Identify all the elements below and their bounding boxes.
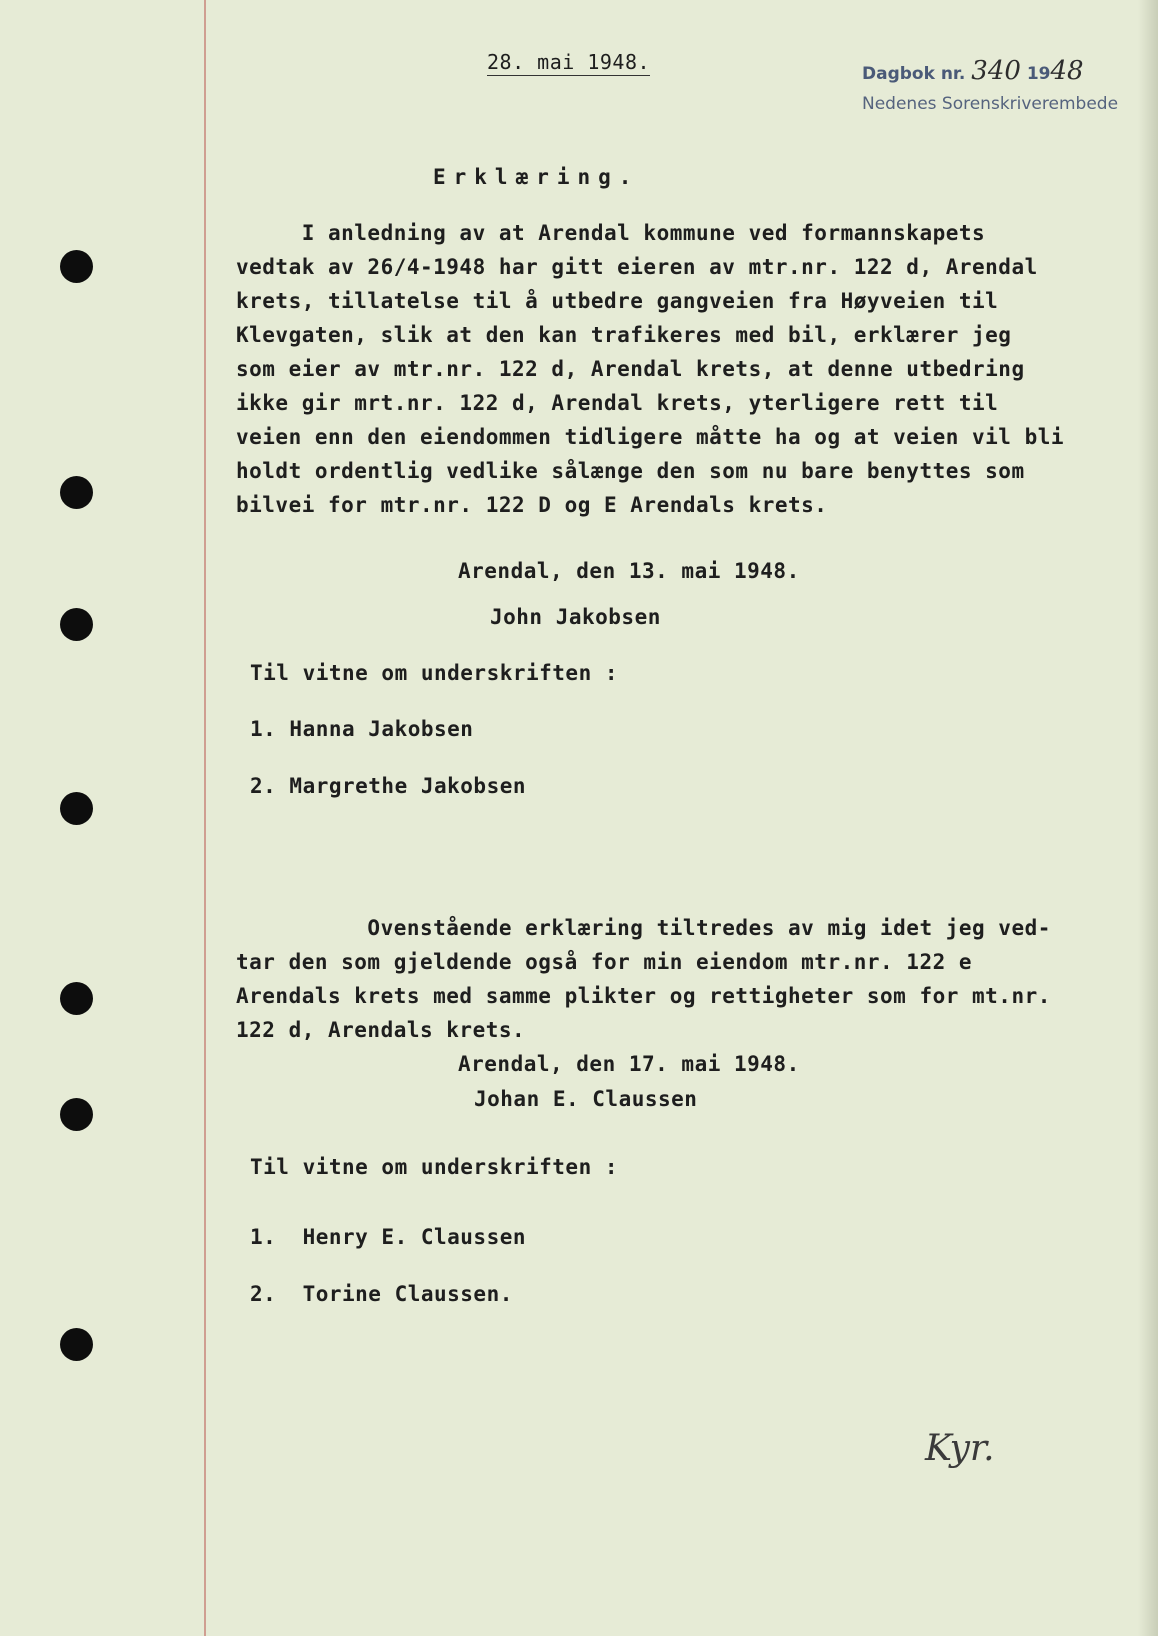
punch-hole [60,1328,93,1361]
witness-2-1: 1. Henry E. Claussen [250,1225,527,1249]
body2-line: Ovenstående erklæring tiltredes av mig idet jeg ved- [236,916,1051,940]
body-line: I anledning av at Arendal kommune ved formannskapets [236,221,986,245]
witness-1-1: 1. Hanna Jakobsen [250,717,474,741]
punch-hole [60,982,93,1015]
stamp-office: Nedenes Sorenskriverembede [862,94,1119,114]
witness-heading-2: Til vitne om underskriften : [250,1155,619,1179]
stamp-year-suffix: 48 [1050,56,1084,86]
punch-hole [60,250,93,283]
body2-line: Arendals krets med samme plikter og rettigheter som for mt.nr. [236,984,1051,1008]
place-date-1: Arendal, den 13. mai 1948. [458,559,800,583]
signer-1: John Jakobsen [490,605,661,629]
witness-heading-1: Til vitne om underskriften : [250,661,619,685]
body-line: krets, tillatelse til å utbedre gangveien fra Høyveien til [236,289,999,313]
body-line: Klevgaten, slik at den kan trafikeres med bil, erklærer jeg [236,323,1012,347]
stamp-number: 340 [971,56,1021,86]
punch-hole [60,476,93,509]
header-date: 28. mai 1948. [487,50,651,74]
body2-line: 122 d, Arendals krets. [236,1018,526,1042]
body-line: som eier av mtr.nr. 122 d, Arendal krets, at denne utbedring [236,357,1025,381]
place-date-2: Arendal, den 17. mai 1948. [458,1052,800,1076]
punch-hole [60,792,93,825]
body-line: holdt ordentlig vedlike sålænge den som nu bare benyttes som [236,459,1025,483]
body-line: veien enn den eiendommen tidligere måtte ha og at veien vil bli [236,425,1065,449]
stamp-year-prefix: 19 [1026,64,1051,84]
witness-1-2: 2. Margrethe Jakobsen [250,774,527,798]
body2-line: tar den som gjeldende også for min eiendom mtr.nr. 122 e [236,950,973,974]
body-line: ikke gir mrt.nr. 122 d, Arendal krets, yterligere rett til [236,391,999,415]
punch-hole [60,608,93,641]
signer-2: Johan E. Claussen [474,1087,698,1111]
body-line: vedtak av 26/4-1948 har gitt eieren av mtr.nr. 122 d, Arendal [236,255,1038,279]
witness-2-2: 2. Torine Claussen. [250,1282,513,1306]
registry-stamp [862,56,1118,119]
stamp-label: Dagbok nr. [862,64,966,84]
margin-line [204,0,206,1636]
document-title: Erklæring. [433,165,640,189]
handwritten-initials: Kyr. [925,1428,995,1469]
page-edge-shadow [1138,0,1158,1636]
punch-hole [60,1098,93,1131]
body-line: bilvei for mtr.nr. 122 D og E Arendals krets. [236,493,828,517]
